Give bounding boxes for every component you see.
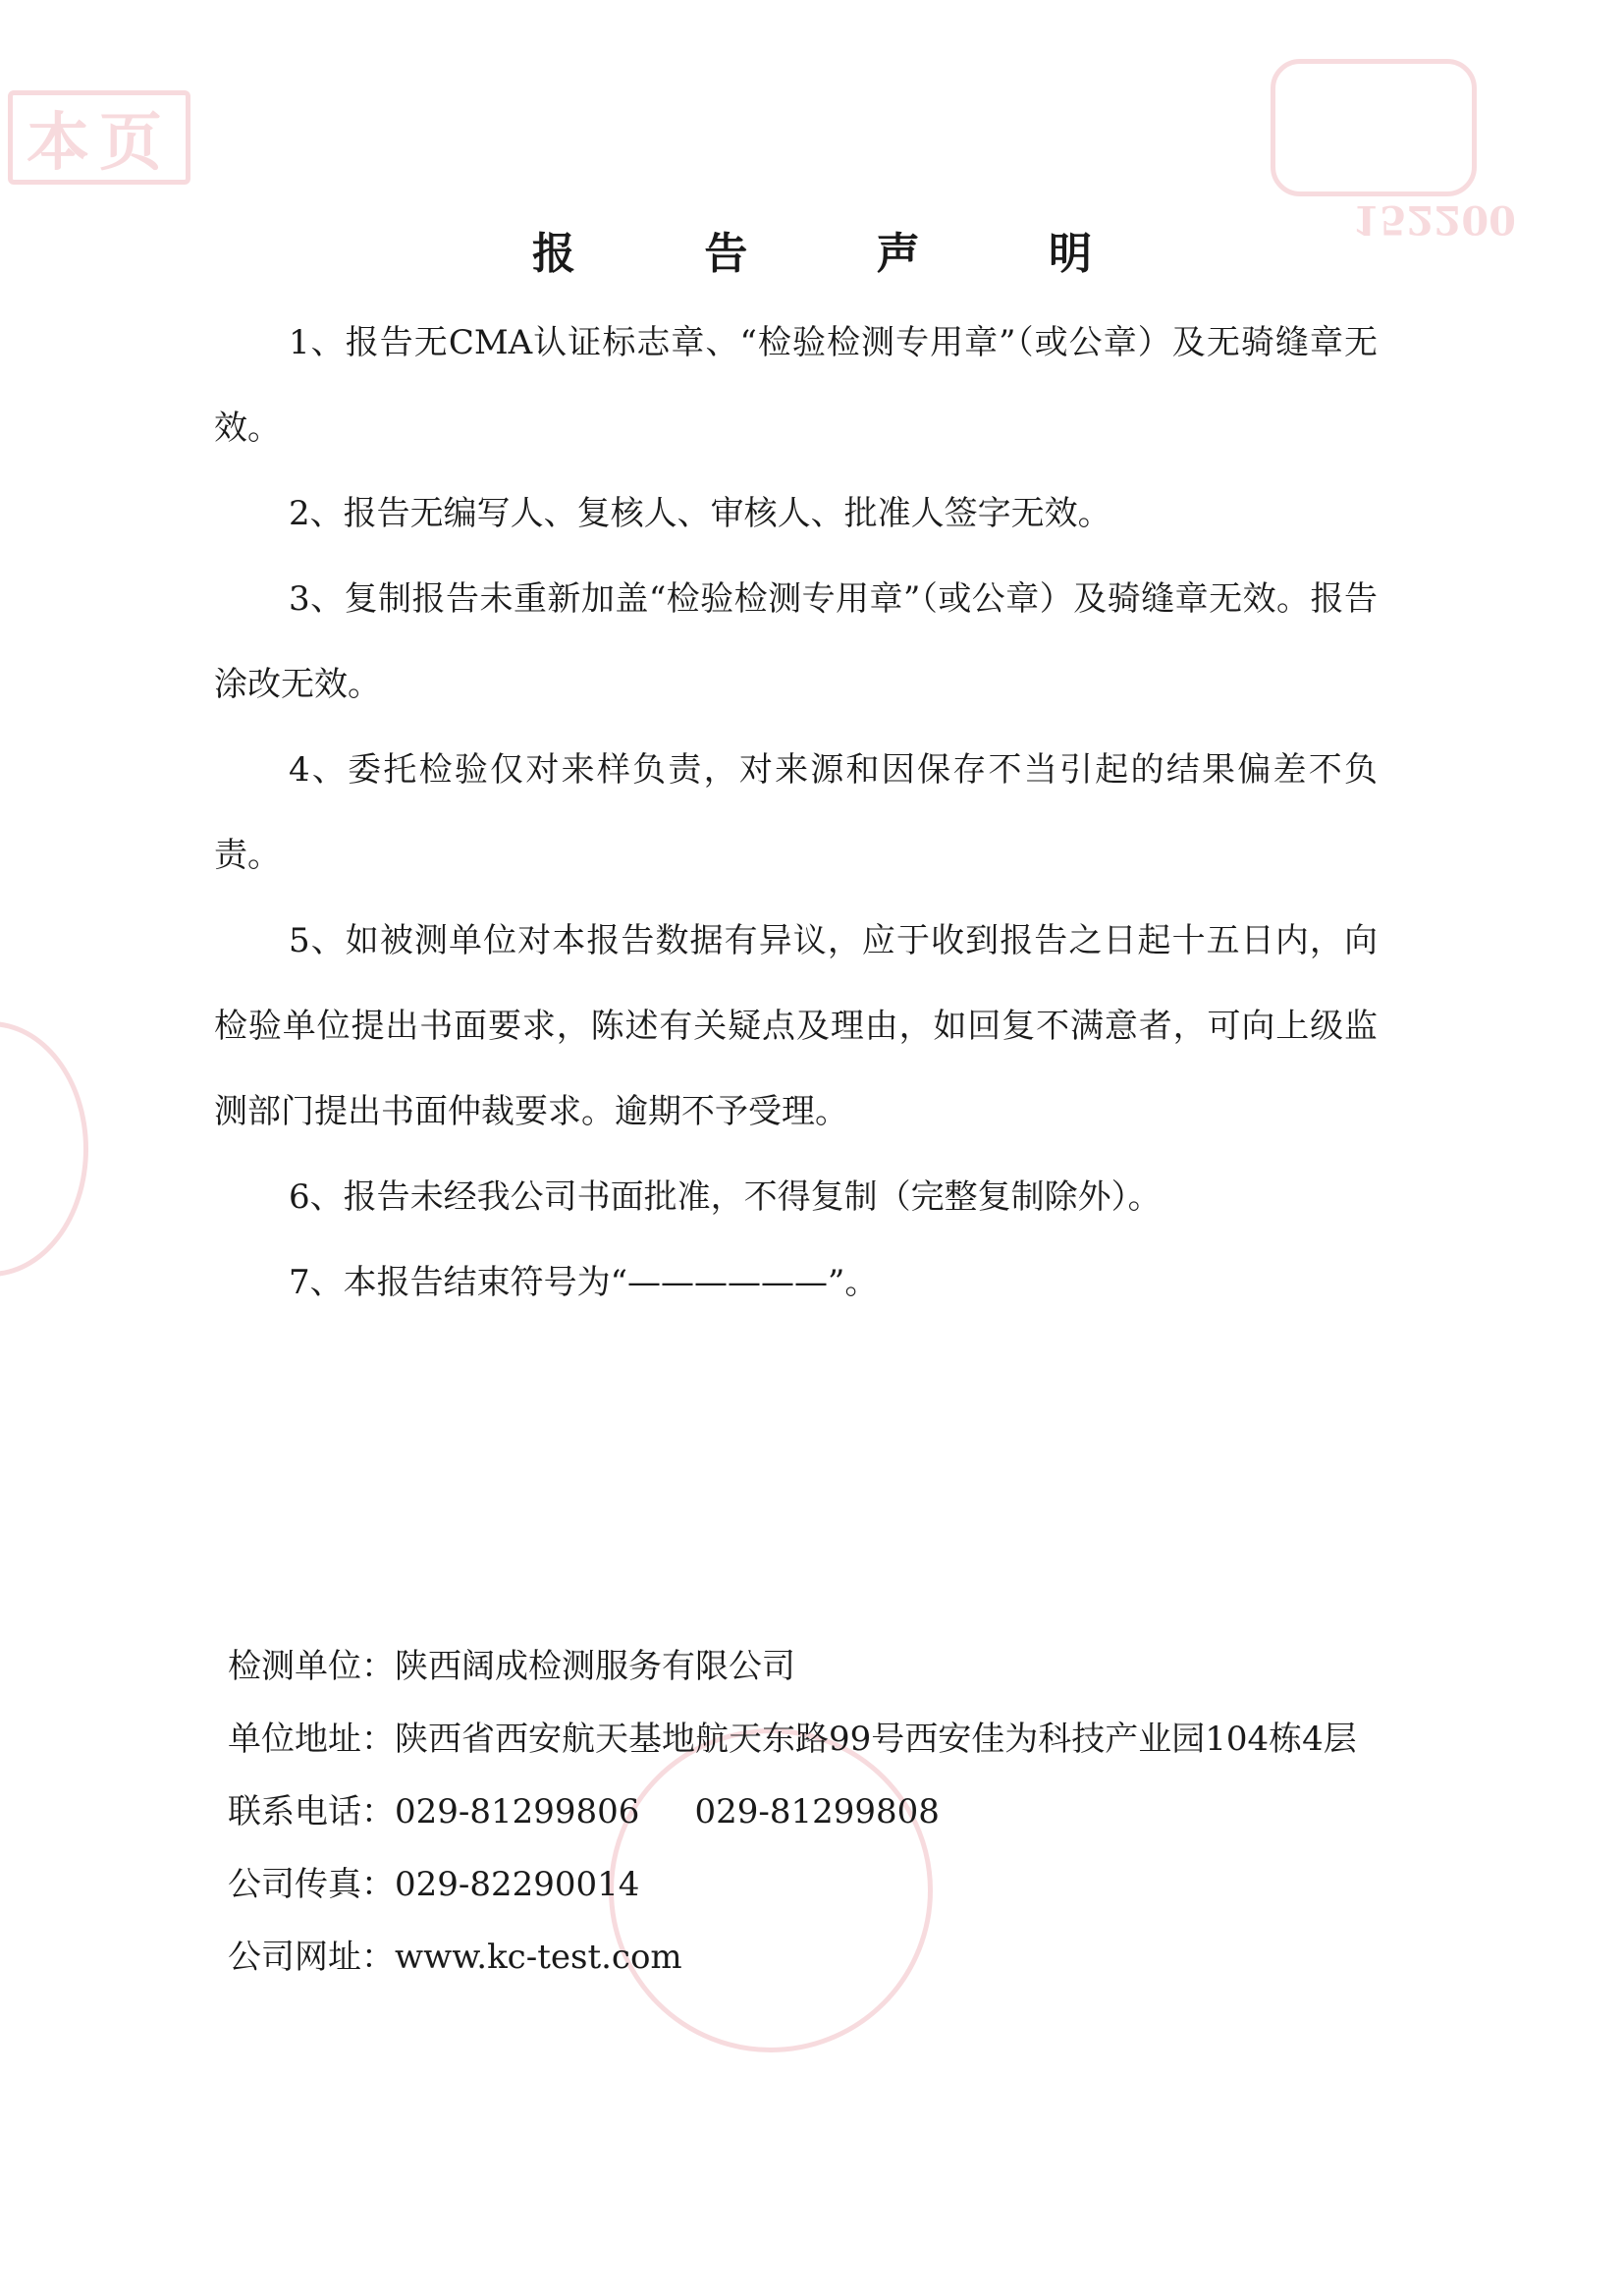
fax-value: 029-82290014: [395, 1865, 640, 1904]
clause-2: 2、报告无编写人、复核人、审核人、批准人签字无效。: [289, 494, 1111, 533]
phone-label: 联系电话：: [228, 1792, 395, 1831]
page-seal-stamp: [8, 90, 190, 185]
unit-value: 陕西阔成检测服务有限公司: [395, 1647, 795, 1686]
phone-number-2: 029-81299808: [694, 1792, 940, 1831]
page-seal-text: 本页: [27, 106, 172, 180]
page-title: 报 告 声 明: [532, 229, 1149, 279]
clause-7: 7、本报告结束符号为“——————”。: [289, 1263, 879, 1302]
phone-number-1: 029-81299806: [395, 1792, 640, 1831]
cma-stamp-number-bleedthrough: 152200: [1352, 196, 1516, 243]
website-value: www.kc-test.com: [395, 1938, 682, 1977]
address-value: 陕西省西安航天基地航天东路99号西安佳为科技产业园104栋4层: [395, 1720, 1357, 1759]
phone-values: [395, 1776, 1406, 1848]
company-info: [228, 1630, 1406, 1994]
clause-6: 6、报告未经我公司书面批准，不得复制（完整复制除外）。: [289, 1177, 1162, 1217]
fax-label: 公司传真：: [228, 1865, 395, 1904]
clause-1: 1、报告无CMA认证标志章、“检验检测专用章”（或公章）及无骑缝章无效。: [214, 323, 1378, 448]
website-label: 公司网址：: [228, 1938, 395, 1977]
website-row: [228, 1921, 1406, 1994]
clause-4: 4、委托检验仅对来样负责，对来源和因保存不当引起的结果偏差不负责。: [214, 750, 1378, 875]
phone-row: [228, 1776, 1406, 1848]
unit-label: 检测单位：: [228, 1647, 395, 1686]
clause-5: 5、如被测单位对本报告数据有异议，应于收到报告之日起十五日内，向检验单位提出书面要求，陈述有关疑点及理由，如回复不满意者，可向上级监测部门提出书面仲裁要求。逾期不予受理。: [214, 921, 1378, 1131]
clause-3: 3、复制报告未重新加盖“检验检测专用章”（或公章）及骑缝章无效。报告涂改无效。: [214, 579, 1378, 704]
riding-seal-edge: [0, 1021, 88, 1277]
fax-row: [228, 1848, 1406, 1921]
statement-clauses: [214, 301, 1378, 1326]
address-label: 单位地址：: [228, 1720, 395, 1759]
cma-stamp-bleedthrough: [1271, 59, 1477, 196]
unit-row: [228, 1630, 1406, 1703]
address-row: [228, 1703, 1406, 1776]
